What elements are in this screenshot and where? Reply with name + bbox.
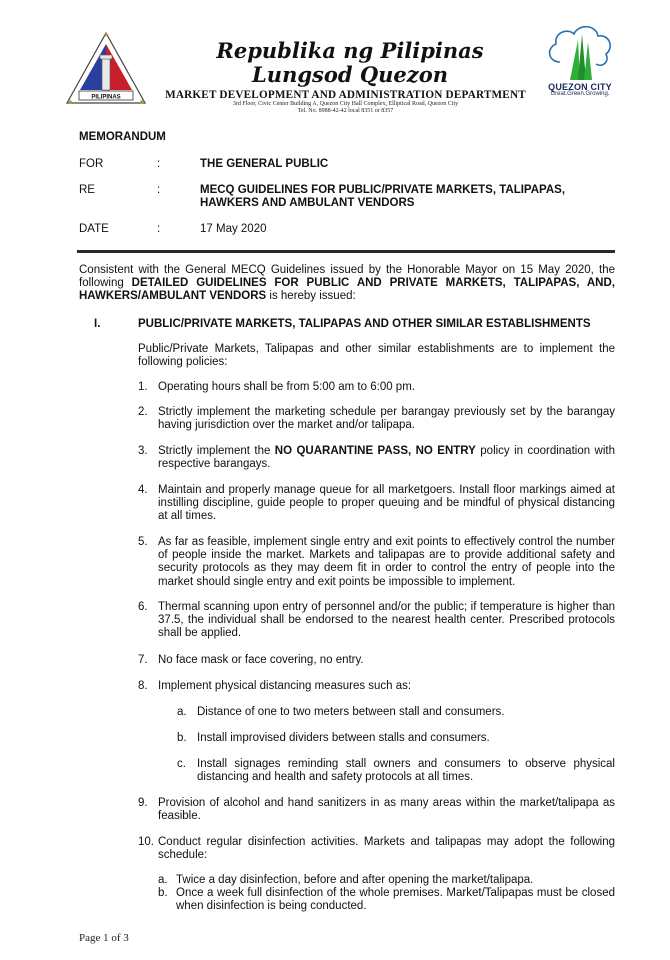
memo-label: DATE [79,223,109,235]
intro-bold-text: DETAILED GUIDELINES FOR PUBLIC AND PRIVATE MARKETS, TALIPAPAS, AND, HAWKERS/AMBULANT VENDORS [79,277,615,303]
item-text-bold: NO QUARANTINE PASS, NO ENTRY [274,445,476,457]
item-text-start: Strictly implement the [158,445,275,457]
item-number: 2. [138,406,148,418]
qc-logo-tagline: Great.Green.Growing. [550,91,610,97]
subitem-letter: b. [158,887,168,899]
item-text: Maintain and properly manage queue for all marketgoers. Install floor markings aimed at instilling discipline, guide people to proper queuing and be mindful of physical distancing at all times. [158,484,615,523]
subitem-letter: a. [158,874,168,886]
item-text: Thermal scanning upon entry of personnel and/or the public; if temperature is higher than 37.5, the individual shall be endorsed to the nearest health center. Prescribed protocols shall be applied. [158,601,615,640]
memo-value: 17 May 2020 [200,223,267,235]
letterhead-address: 3rd Floor, Civic Center Building A, Quezon City Hall Complex, Elliptical Road, Quezon City [232,101,459,107]
letterhead-department: MARKET DEVELOPMENT AND ADMINISTRATION DEPARTMENT [165,89,526,101]
item-number: 1. [138,381,148,393]
memo-colon: : [157,158,161,170]
svg-text:★: ★ [102,32,110,39]
memo-colon: : [157,223,161,235]
subitem-text: Install signages reminding stall owners and consumers to observe physical distancing and health and safety protocols at all times. [197,758,615,784]
header-divider [77,250,615,253]
item-number: 3. [138,445,148,457]
quezon-city-seal-logo [64,30,148,108]
memo-value: THE GENERAL PUBLIC [200,158,329,170]
page-number: Page 1 of 3 [79,932,129,944]
subitem-letter: a. [177,706,187,718]
memo-label: RE [79,184,95,196]
svg-text:★: ★ [66,99,74,106]
intro-text-end: is hereby issued: [266,290,356,303]
tree-cloud-icon [540,22,620,82]
letterhead-address-block [163,101,528,115]
item-number: 6. [138,601,148,613]
letterhead-republic: Republika ng Pilipinas [216,38,484,63]
subitem-letter: b. [177,732,187,744]
subitem-text: Twice a day disinfection, before and after opening the market/talipapa. [176,874,534,886]
item-number: 9. [138,797,148,809]
item-text: Operating hours shall be from 5:00 am to 6:00 pm. [158,381,415,393]
memo-title: MEMORANDUM [79,131,166,143]
svg-text:★: ★ [138,99,146,106]
qc-logo-name: QUEZON CITY [548,82,612,92]
memo-colon: : [157,184,161,196]
subitem-text: Distance of one to two meters between stall and consumers. [197,706,505,718]
seal-banner-text: PILIPINAS [91,94,121,101]
item-number: 10. [138,836,154,848]
memo-value: MECQ GUIDELINES FOR PUBLIC/PRIVATE MARKETS, TALIPAPAS, HAWKERS AND AMBULANT VENDORS [200,184,566,209]
memo-label: FOR [79,158,104,170]
item-text: Provision of alcohol and hand sanitizers in as many areas within the market/talipapa as feasible. [158,797,615,823]
item-text: Implement physical distancing measures such as: [158,680,412,692]
subitem-letter: c. [177,758,186,770]
item-text: Conduct regular disinfection activities. Markets and talipapas may adopt the following schedule: [158,836,615,862]
item-text: As far as feasible, implement single entry and exit points to effectively control the number of people inside the market. Markets and talipapas are to provide additional safety and security protocols as they may deem fit in order to control the entry of people into the market should single entry and exit points be impossible to implement. [158,536,615,588]
seal-icon [64,30,148,108]
item-number: 7. [138,654,148,666]
section-intro: Public/Private Markets, Talipapas and other similar establishments are to implement the following policies: [138,343,615,369]
item-number: 4. [138,484,148,496]
letterhead-tel: Tel. No. 8988-42-42 local 8351 or 8357 [297,108,394,114]
section-title: PUBLIC/PRIVATE MARKETS, TALIPAPAS AND OTHER SIMILAR ESTABLISHMENTS [138,318,591,330]
subitem-text: Install improvised dividers between stalls and consumers. [197,732,490,744]
quezon-city-brand-logo [540,22,620,102]
item-number: 5. [138,536,148,548]
item-text: Strictly implement the marketing schedule per barangay previously set by the barangay having jurisdiction over the market and/or talipapa. [158,406,615,432]
item-number: 8. [138,680,148,692]
section-number: I. [94,318,101,330]
item-text-end: policy in coordination with respective barangays. [158,445,615,471]
intro-paragraph [79,264,615,304]
item-text [158,445,615,471]
intro-text: Consistent with the General MECQ Guidelines issued by the Honorable Mayor on 15 May 2020, the following [79,264,615,290]
item-text: No face mask or face covering, no entry. [158,654,364,666]
letterhead-city: Lungsod Quezon [252,62,448,87]
subitem-text: Once a week full disinfection of the whole premises. Market/Talipapas must be closed when disinfection is being conducted. [176,887,615,913]
